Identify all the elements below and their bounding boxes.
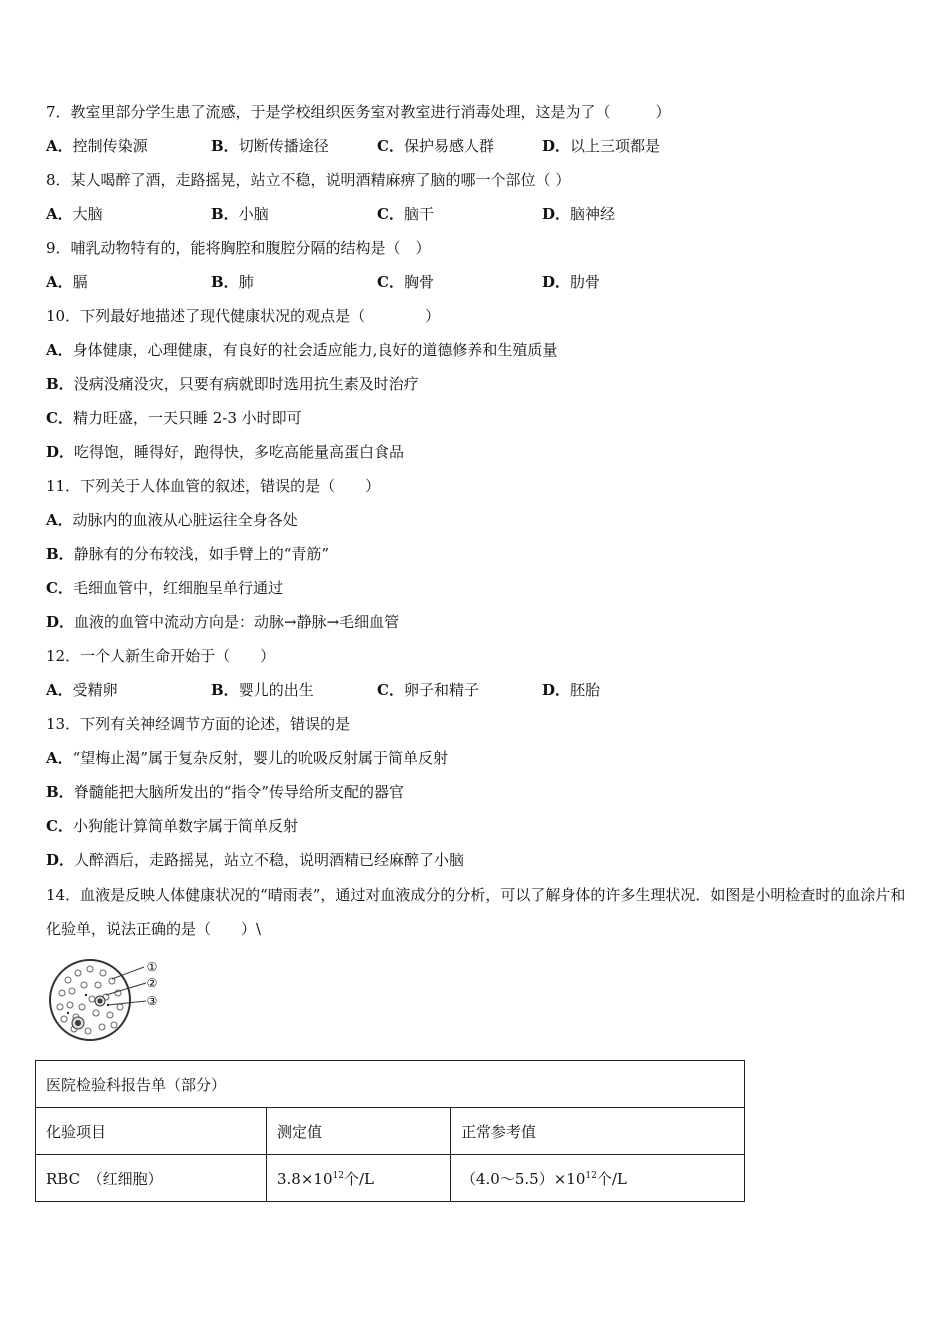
option-label: A． — [46, 681, 73, 699]
option-label: B． — [211, 273, 239, 291]
report-title: 医院检验科报告单（部分） — [36, 1061, 745, 1108]
option-text: 切断传播途径 — [238, 137, 329, 155]
question-11-stem: 11．下列关于人体血管的叙述，错误的是（ ） — [46, 477, 381, 495]
question-13-option-d[interactable] — [46, 850, 464, 870]
question-9-option-a[interactable] — [46, 272, 88, 292]
option-text: 肺 — [238, 273, 254, 291]
header-item: 化验项目 — [36, 1108, 267, 1155]
diagram-label-3: ③ — [146, 994, 158, 1008]
question-10-option-c[interactable] — [46, 408, 302, 428]
option-text: 动脉内的血液从心脏运往全身各处 — [72, 511, 298, 529]
question-10-stem: 10．下列最好地描述了现代健康状况的观点是（ ） — [46, 307, 441, 325]
value-unit: 个/L — [343, 1169, 374, 1188]
option-text: 吃得饱，睡得好，跑得快，多吃高能量高蛋白食品 — [74, 443, 405, 461]
option-label: C． — [377, 205, 404, 223]
option-label: D． — [46, 443, 75, 461]
option-label: B． — [211, 681, 239, 699]
option-label: D． — [542, 273, 571, 291]
report-header-row — [36, 1108, 745, 1155]
question-10-option-a[interactable] — [46, 340, 557, 360]
option-text: 没病没痛没灾，只要有病就即时选用抗生素及时治疗 — [73, 375, 419, 393]
option-text: 胚胎 — [570, 681, 601, 699]
question-11-option-c[interactable] — [46, 578, 283, 598]
question-11-option-a[interactable] — [46, 510, 298, 530]
option-text: 脑干 — [403, 205, 434, 223]
table-row — [36, 1155, 745, 1202]
question-8-option-a[interactable] — [46, 204, 103, 224]
header-reference: 正常参考值 — [451, 1108, 745, 1155]
option-label: D． — [542, 205, 571, 223]
option-text: 婴儿的出生 — [238, 681, 314, 699]
option-text: 血液的血管中流动方向是：动脉→静脉→毛细血管 — [74, 613, 400, 631]
option-label: B． — [46, 375, 74, 393]
option-text: 胸骨 — [403, 273, 434, 291]
question-11-option-b[interactable] — [46, 544, 329, 564]
question-13-stem: 13．下列有关神经调节方面的论述，错误的是 — [46, 715, 351, 733]
blood-smear-diagram — [48, 955, 168, 1050]
option-text: 肋骨 — [570, 273, 601, 291]
option-text: 受精卵 — [72, 681, 118, 699]
question-9-option-b[interactable] — [211, 272, 254, 292]
question-12-option-c[interactable] — [377, 680, 479, 700]
diagram-label-1: ① — [146, 960, 158, 974]
cell-value — [267, 1155, 451, 1202]
option-label: C． — [46, 579, 73, 597]
option-label: C． — [377, 273, 404, 291]
question-11-option-d[interactable] — [46, 612, 399, 632]
option-text: 毛细血管中，红细胞呈单行通过 — [72, 579, 283, 597]
option-label: A． — [46, 205, 73, 223]
option-text: 静脉有的分布较浅，如手臂上的“青筋” — [73, 545, 330, 563]
question-7-option-c[interactable] — [377, 136, 494, 156]
question-7-option-b[interactable] — [211, 136, 329, 156]
question-8-option-b[interactable] — [211, 204, 269, 224]
question-13-option-a[interactable] — [46, 748, 448, 768]
option-text: 小狗能计算简单数字属于简单反射 — [72, 817, 298, 835]
question-12-option-a[interactable] — [46, 680, 118, 700]
question-13-option-c[interactable] — [46, 816, 298, 836]
option-label: A． — [46, 137, 73, 155]
question-12-option-d[interactable] — [542, 680, 600, 700]
question-10-option-b[interactable] — [46, 374, 419, 394]
question-8-stem: 8．某人喝醉了酒，走路摇晃，站立不稳，说明酒精麻痹了脑的哪一个部位（ ） — [46, 171, 571, 189]
question-10-option-d[interactable] — [46, 442, 404, 462]
option-text: 人醉酒后，走路摇晃，站立不稳，说明酒精已经麻醉了小脑 — [74, 851, 465, 869]
value-base: 3.8×10 — [277, 1169, 333, 1188]
question-7-option-d[interactable] — [542, 136, 660, 156]
question-8-option-d[interactable] — [542, 204, 615, 224]
option-label: C． — [377, 137, 404, 155]
question-9-stem: 9．哺乳动物特有的，能将胸腔和腹腔分隔的结构是（ ） — [46, 239, 431, 257]
header-value: 测定值 — [267, 1108, 451, 1155]
option-text: 身体健康，心理健康，有良好的社会适应能力,良好的道德修养和生殖质量 — [72, 341, 558, 359]
option-label: D． — [542, 681, 571, 699]
option-label: A． — [46, 511, 73, 529]
option-label: C． — [377, 681, 404, 699]
option-label: A． — [46, 749, 73, 767]
reference-base: （4.0～5.5）×10 — [461, 1169, 586, 1188]
option-label: D． — [46, 851, 75, 869]
cell-item: RBC （红细胞） — [36, 1155, 267, 1202]
option-text: 精力旺盛，一天只睡 2-3 小时即可 — [72, 409, 302, 427]
question-7-option-a[interactable] — [46, 136, 148, 156]
question-12-option-b[interactable] — [211, 680, 314, 700]
question-9-option-c[interactable] — [377, 272, 434, 292]
option-text: 脊髓能把大脑所发出的“指令”传导给所支配的器官 — [73, 783, 405, 801]
option-text: 小脑 — [238, 205, 269, 223]
option-text: 膈 — [72, 273, 88, 291]
option-text: 控制传染源 — [72, 137, 148, 155]
question-8-option-c[interactable] — [377, 204, 434, 224]
option-label: D． — [542, 137, 571, 155]
option-label: B． — [46, 545, 74, 563]
value-exponent: 12 — [332, 1170, 344, 1181]
option-label: D． — [46, 613, 75, 631]
option-text: “望梅止渴”属于复杂反射，婴儿的吮吸反射属于简单反射 — [72, 749, 448, 767]
option-label: A． — [46, 341, 73, 359]
option-label: B． — [46, 783, 74, 801]
reference-exponent: 12 — [585, 1170, 597, 1181]
option-text: 卵子和精子 — [403, 681, 479, 699]
option-text: 以上三项都是 — [570, 137, 661, 155]
option-label: B． — [211, 205, 239, 223]
cell-reference — [451, 1155, 745, 1202]
question-12-stem: 12．一个人新生命开始于（ ） — [46, 647, 276, 665]
option-label: C． — [46, 409, 73, 427]
question-13-option-b[interactable] — [46, 782, 404, 802]
option-text: 大脑 — [72, 205, 103, 223]
option-label: B． — [211, 137, 239, 155]
reference-unit: 个/L — [596, 1169, 627, 1188]
option-text: 保护易感人群 — [403, 137, 494, 155]
diagram-label-2: ② — [146, 976, 158, 990]
option-label: A． — [46, 273, 73, 291]
lab-report-table — [35, 1060, 745, 1202]
question-14-stem: 14．血液是反映人体健康状况的“晴雨表”，通过对血液成分的分析，可以了解身体的许多生理状况．如图是小明检查时的血涂片和化验单，说法正确的是（ ）\ — [46, 886, 906, 938]
question-7-stem: 7．教室里部分学生患了流感，于是学校组织医务室对教室进行消毒处理，这是为了（ ） — [46, 103, 671, 121]
question-9-option-d[interactable] — [542, 272, 600, 292]
report-title-row — [36, 1061, 745, 1108]
option-text: 脑神经 — [570, 205, 616, 223]
option-label: C． — [46, 817, 73, 835]
